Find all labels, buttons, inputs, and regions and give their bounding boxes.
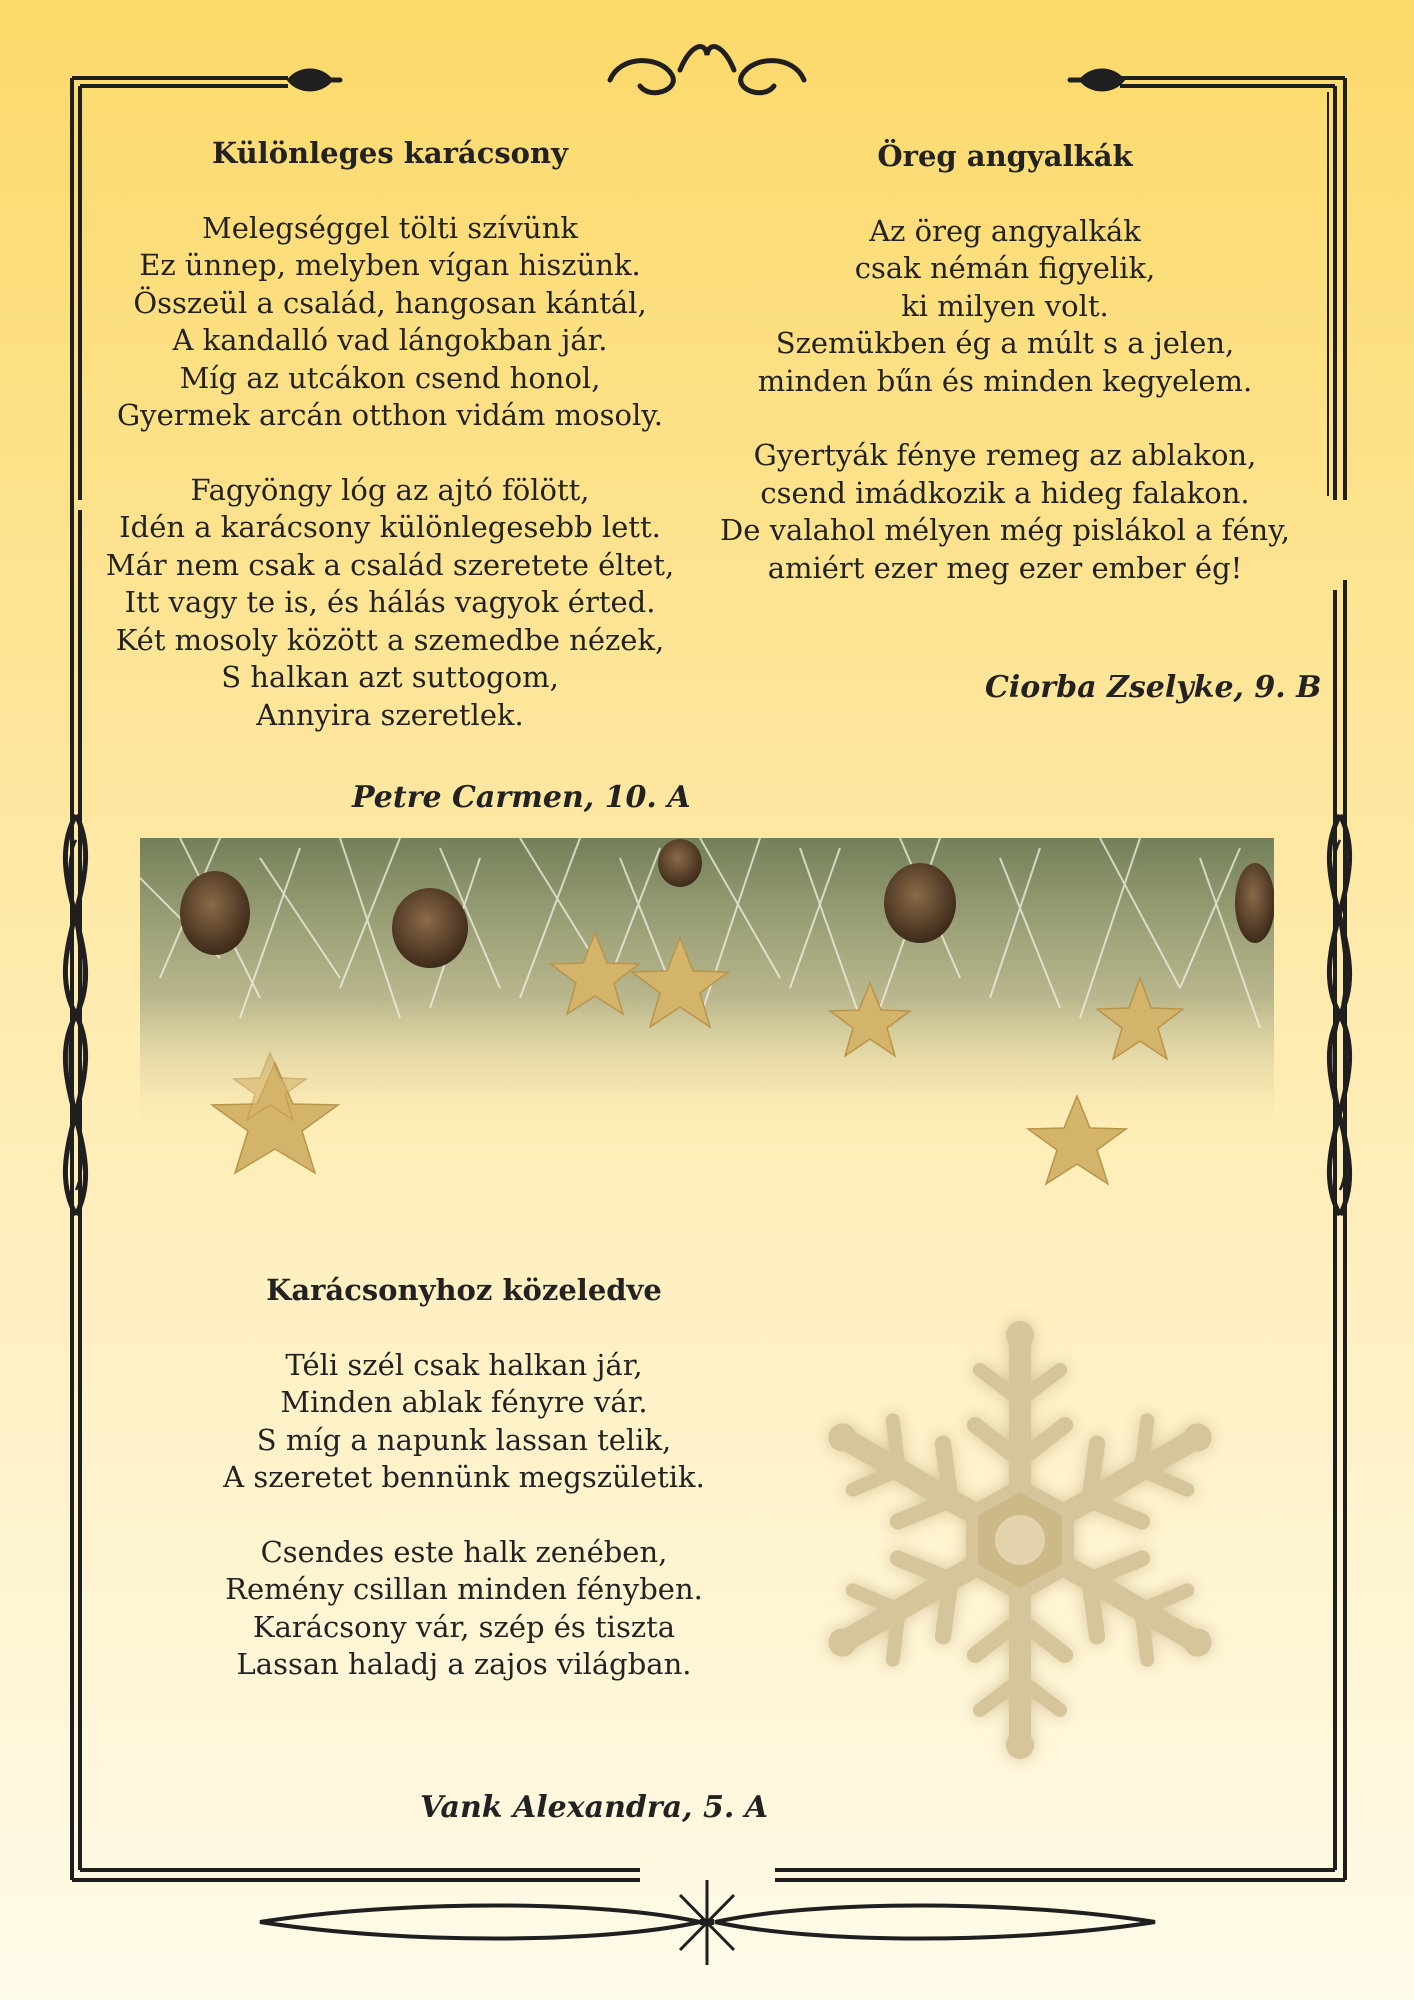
- poem-line: Gyertyák fénye remeg az ablakon,: [753, 438, 1257, 472]
- poem-title: Karácsonyhoz közeledve: [266, 1273, 662, 1307]
- poem-line: Gyermek arcán otthon vidám mosoly.: [117, 398, 663, 432]
- poem-stanza: [700, 437, 1310, 587]
- poem-line: minden bűn és minden kegyelem.: [757, 363, 1253, 398]
- poem-stanza: [160, 1347, 768, 1497]
- poem-line: De valahol mélyen még pislákol a fény,: [720, 513, 1290, 547]
- frame-bottom-right-line: [775, 1870, 1345, 1880]
- left-side-ornament-icon: [65, 815, 85, 1215]
- poem-line: Két mosoly között a szemedbe nézek,: [115, 622, 665, 657]
- pine-branches-stars-image: [140, 838, 1274, 1228]
- poem-author: Petre Carmen, 10. A: [352, 780, 691, 815]
- frame-right-top-line: [1335, 78, 1345, 500]
- poem-author: Ciorba Zselyke, 9. B: [985, 670, 1322, 705]
- poem-oreg-angyalkak: [700, 138, 1310, 624]
- poem-line: Remény csillan minden fényben.: [225, 1572, 703, 1606]
- poem-line: A szeretet bennünk megszületik.: [223, 1460, 705, 1494]
- poem-line: S míg a napunk lassan telik,: [256, 1422, 672, 1457]
- frame-top-left-line: [72, 78, 288, 86]
- frame-top-right-line: [1120, 78, 1345, 86]
- poem-title: Különleges karácsony: [212, 136, 568, 170]
- poem-line: Már nem csak a család szeretete éltet,: [105, 547, 675, 582]
- poem-line: Melegséggel tölti szívünk: [202, 210, 578, 245]
- snowflake-icon: [780, 1300, 1260, 1780]
- poem-line: Annyira szeretlek.: [256, 697, 524, 732]
- poem-line: Karácsony vár, szép és tiszta: [252, 1609, 676, 1644]
- frame-right-mid-line: [1335, 580, 1345, 1880]
- poem-line: S halkan azt suttogom,: [221, 660, 559, 694]
- poem-line: Idén a karácsony különlegesebb lett.: [119, 510, 661, 544]
- poem-line: Szemükben ég a múlt s a jelen,: [775, 326, 1235, 360]
- poem-karacsonyhoz-kozeledve: [160, 1272, 768, 1721]
- poem-line: Lassan haladj a zajos világban.: [236, 1647, 692, 1681]
- poem-line: Csendes este halk zenében,: [260, 1534, 668, 1569]
- poem-stanza: [700, 213, 1310, 401]
- top-flourish-icon: [290, 47, 1122, 93]
- poem-line: ki milyen volt.: [901, 288, 1109, 323]
- poem-line: Összeül a család, hangosan kántál,: [133, 285, 647, 320]
- poem-line: A kandalló vad lángokban jár.: [172, 323, 608, 357]
- bottom-flourish-icon: [260, 1880, 1155, 1965]
- poem-line: csend imádkozik a hideg falakon.: [760, 475, 1250, 510]
- poem-author: Vank Alexandra, 5. A: [420, 1790, 769, 1825]
- poem-line: Míg az utcákon csend honol,: [179, 360, 601, 395]
- poem-line: csak némán figyelik,: [854, 251, 1156, 285]
- poem-kulonleges-karacsony: [70, 135, 710, 771]
- poem-stanza: [70, 472, 710, 735]
- poem-line: Minden ablak fényre vár.: [280, 1385, 648, 1419]
- poem-line: Itt vagy te is, és hálás vagyok érted.: [124, 585, 656, 619]
- poem-stanza: [70, 210, 710, 435]
- poem-line: Téli szél csak halkan jár,: [285, 1347, 643, 1382]
- poem-line: amiért ezer meg ezer ember ég!: [767, 550, 1243, 585]
- poem-line: Fagyöngy lóg az ajtó fölött,: [190, 472, 590, 507]
- poem-title: Öreg angyalkák: [877, 139, 1133, 173]
- poem-line: Ez ünnep, melyben vígan hiszünk.: [139, 248, 641, 282]
- poem-line: Az öreg angyalkák: [869, 213, 1141, 248]
- poem-stanza: [160, 1534, 768, 1684]
- frame-bottom-left-line: [72, 1870, 640, 1880]
